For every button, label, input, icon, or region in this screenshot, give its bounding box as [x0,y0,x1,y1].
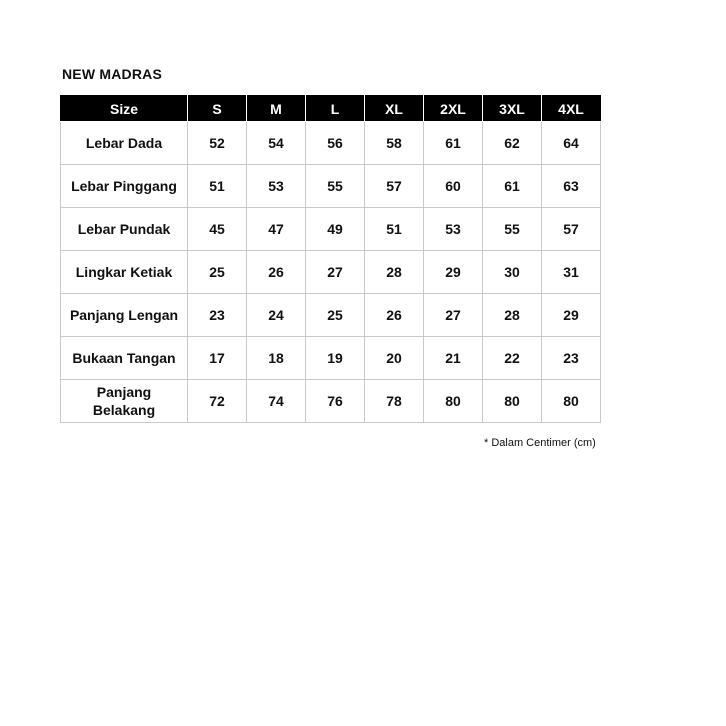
table-cell: 76 [306,380,365,423]
table-cell: 22 [483,337,542,380]
row-label: Lebar Pinggang [61,165,188,208]
table-cell: 51 [365,208,424,251]
table-cell: 63 [542,165,601,208]
header-cell-size: Size [61,96,188,122]
row-label: Lebar Dada [61,122,188,165]
table-cell: 60 [424,165,483,208]
table-cell: 30 [483,251,542,294]
table-cell: 25 [188,251,247,294]
table-cell: 25 [306,294,365,337]
table-cell: 53 [247,165,306,208]
page-title: NEW MADRAS [62,66,162,82]
header-cell-s: S [188,96,247,122]
table-cell: 78 [365,380,424,423]
table-cell: 23 [542,337,601,380]
table-row [61,251,601,294]
table-cell: 55 [483,208,542,251]
header-cell-xl: XL [365,96,424,122]
row-label: Panjang Belakang [61,380,188,423]
table-cell: 49 [306,208,365,251]
row-label: Lebar Pundak [61,208,188,251]
header-cell-m: M [247,96,306,122]
table-cell: 24 [247,294,306,337]
table-row [61,122,601,165]
table-cell: 58 [365,122,424,165]
unit-note: * Dalam Centimer (cm) [484,437,596,449]
table-row [61,380,601,423]
table-cell: 29 [424,251,483,294]
table-cell: 19 [306,337,365,380]
table-cell: 27 [306,251,365,294]
table-cell: 61 [424,122,483,165]
table-cell: 45 [188,208,247,251]
row-label: Bukaan Tangan [61,337,188,380]
table-cell: 31 [542,251,601,294]
table-cell: 80 [542,380,601,423]
table-cell: 20 [365,337,424,380]
row-label: Panjang Lengan [61,294,188,337]
table-cell: 23 [188,294,247,337]
table-cell: 17 [188,337,247,380]
table-cell: 56 [306,122,365,165]
table-cell: 57 [365,165,424,208]
table-cell: 57 [542,208,601,251]
row-label: Lingkar Ketiak [61,251,188,294]
table-cell: 52 [188,122,247,165]
table-cell: 72 [188,380,247,423]
table-cell: 29 [542,294,601,337]
table-cell: 53 [424,208,483,251]
table-cell: 80 [483,380,542,423]
table-cell: 64 [542,122,601,165]
table-cell: 21 [424,337,483,380]
table-cell: 61 [483,165,542,208]
header-cell-3xl: 3XL [483,96,542,122]
table-cell: 62 [483,122,542,165]
table-cell: 18 [247,337,306,380]
table-row [61,294,601,337]
table-cell: 51 [188,165,247,208]
table-cell: 55 [306,165,365,208]
table-cell: 28 [483,294,542,337]
table-cell: 74 [247,380,306,423]
table-cell: 28 [365,251,424,294]
table-row [61,337,601,380]
header-row [61,96,601,122]
table-cell: 27 [424,294,483,337]
table-cell: 26 [247,251,306,294]
header-cell-2xl: 2XL [424,96,483,122]
table-cell: 47 [247,208,306,251]
table-cell: 80 [424,380,483,423]
table-row [61,165,601,208]
table-cell: 54 [247,122,306,165]
header-cell-l: L [306,96,365,122]
size-chart-table [60,95,601,423]
table-row [61,208,601,251]
header-cell-4xl: 4XL [542,96,601,122]
table-cell: 26 [365,294,424,337]
